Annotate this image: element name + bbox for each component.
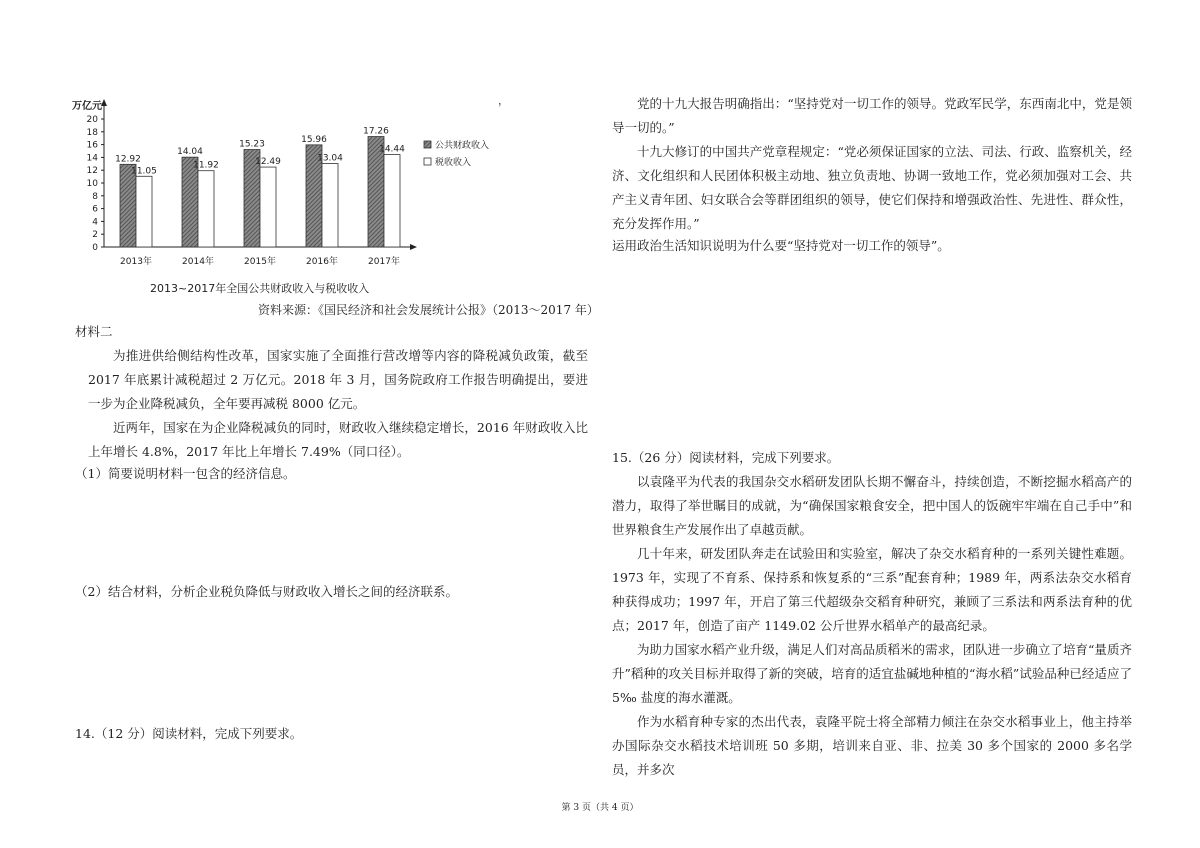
y-tick-label: 14	[86, 153, 98, 164]
page-footer: 第 3 页（共 4 页）	[561, 803, 639, 813]
y-tick-label: 12	[86, 166, 98, 177]
bar-value-label: 17.26	[363, 126, 389, 137]
y-tick-label: 4	[92, 217, 98, 228]
question-2: （2）结合材料，分析企业税负降低与财政收入增长之间的经济联系。	[75, 584, 458, 599]
bar-value-label: 11.92	[193, 160, 219, 171]
bar-tax-revenue	[198, 171, 214, 247]
y-tick-label: 10	[86, 179, 98, 189]
q15-para-1: 以袁隆平为代表的我国杂交水稻研发团队长期不懈奋斗，持续创造，不断挖掘水稻高产的潜力，取得了举世瞩目的成就，为“确保国家粮食安全，把中国人的饭碗牢牢端在自己手中”和世界粮食生产发展作出了卓越贡献。	[612, 474, 1132, 537]
legend-swatch-fiscal	[424, 141, 431, 148]
q15-para-2: 几十年来，研发团队奔走在试验田和实验室，解决了杂交水稻育种的一系列关键性难题。1973 年，实现了不育系、保持系和恢复系的“三系”配套育种；1989 年，两系法杂交水稻育种获得成功；1997 年，开启了第三代超级杂交稻育种研究，兼顾了三系法和两系法育种的优点；2017 年，创造了亩产 1149.02 公斤世界水稻单产的最高纪录。	[612, 546, 1132, 633]
legend-label-tax: 税收收入	[435, 158, 472, 168]
y-tick-label: 2	[92, 230, 98, 241]
question-14: 14.（12 分）阅读材料，完成下列要求。	[75, 726, 303, 741]
x-tick-label: 2014年	[182, 257, 214, 267]
x-axis-arrow	[410, 244, 417, 250]
y-axis-label: 万亿元	[72, 101, 102, 112]
y-tick-label: 20	[86, 115, 98, 125]
bar-chart	[70, 95, 550, 295]
bar-fiscal-revenue	[120, 164, 136, 247]
q15-para-4: 作为水稻育种专家的杰出代表，袁隆平院士将全部精力倾注在杂交水稻事业上，他主持举办国际杂交水稻技术培训班 50 多期，培训来自亚、非、拉美 30 多个国家的 2000 多名学员，并多次	[612, 714, 1132, 777]
bar-tax-revenue	[260, 167, 276, 247]
y-tick-label: 16	[86, 140, 98, 151]
party-para-1: 党的十九大报告明确指出：“坚持党对一切工作的领导。党政军民学，东西南北中，党是领导一切的。”	[612, 96, 1132, 135]
bar-tax-revenue	[322, 164, 338, 247]
chart-svg	[70, 95, 550, 285]
bar-value-label: 14.44	[379, 144, 405, 155]
party-question: 运用政治生活知识说明为什么要“坚持党对一切工作的领导”。	[612, 238, 950, 253]
x-tick-label: 2013年	[120, 257, 152, 267]
y-tick-label: 8	[92, 191, 98, 202]
q15-para-3: 为助力国家水稻产业升级，满足人们对高品质稻米的需求，团队进一步确立了培育“量质齐升”稻种的攻关目标并取得了新的突破，培育的适宜盐碱地种植的“海水稻”试验品种已经适应了 5‰ 盐度的海水灌溉。	[612, 642, 1132, 705]
bar-value-label: 14.04	[177, 147, 203, 158]
x-tick-label: 2015年	[244, 257, 276, 267]
legend-label-fiscal: 公共财政收入	[435, 141, 490, 151]
x-tick-label: 2017年	[368, 257, 400, 267]
bar-value-label: 13.04	[317, 153, 343, 164]
stray-mark: ，	[498, 94, 509, 107]
material-2-para-1: 为推进供给侧结构性改革，国家实施了全面推行营改增等内容的降税减负政策，截至 2017 年底累计减税超过 2 万亿元。2018 年 3 月，国务院政府工作报告明确提出，要进一步为企业降税减负，全年要再减税 8000 亿元。	[88, 348, 588, 411]
question-15: 15.（26 分）阅读材料，完成下列要求。	[612, 450, 840, 465]
bar-value-label: 15.96	[301, 134, 327, 145]
y-tick-label: 18	[86, 127, 98, 138]
party-para-2: 十九大修订的中国共产党章程规定：“党必须保证国家的立法、司法、行政、监察机关，经济、文化组织和人民团体积极主动地、独立负责地、协调一致地工作，党必须加强对工会、共产主义青年团、妇女联合会等群团组织的领导，使它们保持和增强政治性、先进性、群众性，充分发挥作用。”	[612, 144, 1132, 231]
bar-tax-revenue	[136, 176, 152, 247]
legend-swatch-tax	[424, 158, 431, 165]
bar-value-label: 12.92	[115, 154, 141, 165]
chart-title: 2013~2017年全国公共财政收入与税收收入	[150, 282, 370, 295]
material-2-title: 材料二	[75, 324, 113, 339]
material-2-para-2: 近两年，国家在为企业降税减负的同时，财政收入继续稳定增长，2016 年财政收入比上年增长 4.8%，2017 年比上年增长 7.49%（同口径）。	[88, 420, 588, 459]
bar-value-label: 11.05	[131, 166, 157, 177]
y-tick-label: 6	[92, 204, 98, 215]
bar-value-label: 12.49	[255, 157, 281, 168]
y-tick-label: 0	[92, 243, 98, 253]
bar-tax-revenue	[384, 155, 400, 247]
question-1: （1）简要说明材料一包含的经济信息。	[75, 466, 296, 481]
bar-value-label: 15.23	[239, 139, 265, 150]
data-source: 资料来源：《国民经济和社会发展统计公报》（2013～2017 年）	[258, 303, 599, 317]
x-tick-label: 2016年	[306, 257, 338, 267]
